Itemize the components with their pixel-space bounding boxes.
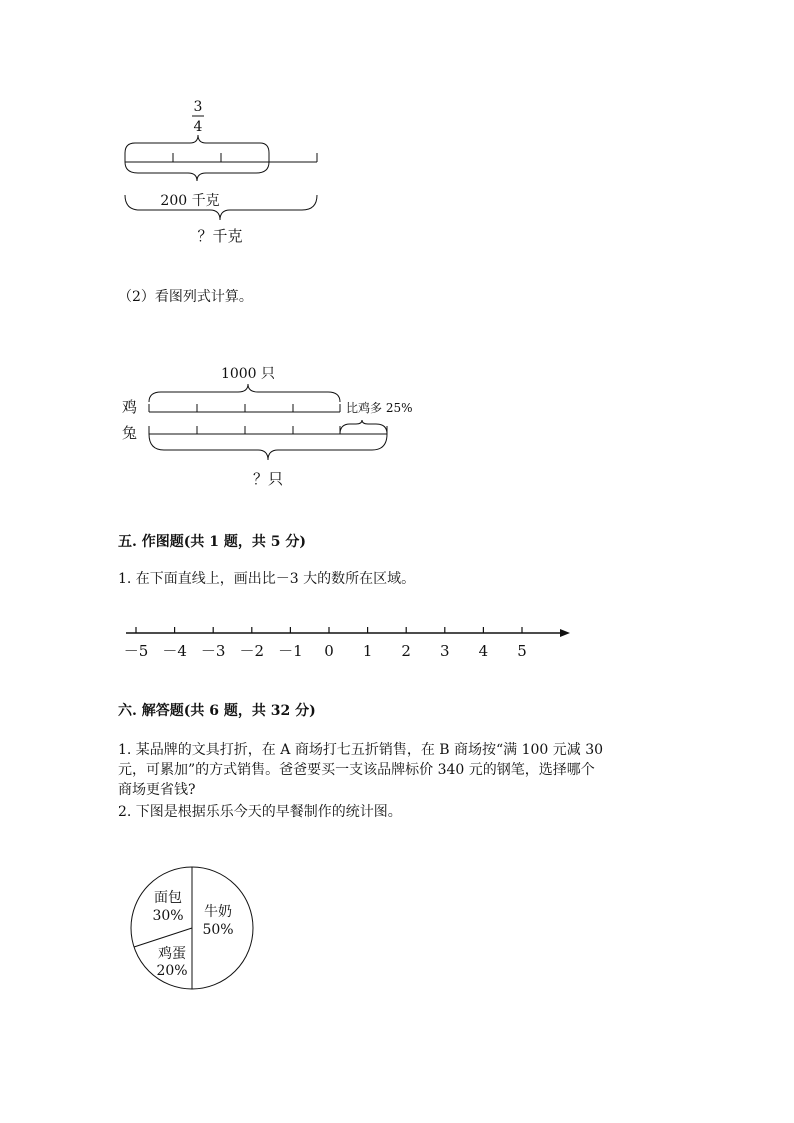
number-line-label: －4: [162, 642, 187, 660]
weight-bar-diagram: [110, 95, 340, 250]
pie-divider-diagonal: [134, 928, 192, 947]
pie-slice-percent-egg: 20%: [156, 963, 188, 979]
number-line: [118, 620, 578, 665]
fraction-denominator: 4: [193, 119, 203, 135]
top-label: 1000 只: [220, 366, 276, 382]
question-1-line-2: 元，可累加”的方式销售。爸爸要买一支该品牌标价 340 元的钢笔，选择哪个: [118, 762, 595, 778]
row1-label: 鸡: [122, 398, 138, 416]
bottom-brace: [149, 434, 387, 460]
pie-slice-label-egg: 鸡蛋: [158, 946, 186, 962]
extra-brace: [340, 420, 387, 434]
question-1-line-3: 商场更省钱?: [118, 782, 196, 798]
pie-slice-label-bread: 面包: [154, 890, 182, 906]
number-line-label: －1: [278, 642, 303, 660]
bottom-label: ？只: [252, 470, 284, 488]
section-5-question-1: 1. 在下面直线上，画出比－3 大的数所在区域。: [118, 571, 416, 587]
outer-bottom-brace: [125, 195, 317, 220]
number-line-label: 5: [517, 642, 527, 660]
fraction-numerator: 3: [193, 99, 203, 115]
question-1-line-1: 1. 某品牌的文具打折，在 A 商场打七五折销售，在 B 商场按“满 100 元减 30: [118, 742, 604, 758]
section-6-question-2: 2. 下图是根据乐乐今天的早餐制作的统计图。: [118, 804, 402, 820]
pie-slice-percent-milk: 50%: [202, 922, 234, 938]
section-6-question-1: [118, 740, 688, 800]
number-line-label: 1: [362, 642, 373, 660]
inner-label: 200 千克: [160, 193, 220, 209]
pie-slice-percent-bread: 30%: [152, 908, 184, 924]
question-2-prompt: （2）看图列式计算。: [118, 289, 253, 305]
number-line-label: －3: [200, 642, 226, 660]
breakfast-pie-chart: [128, 864, 258, 994]
pie-slice-label-milk: 牛奶: [204, 904, 232, 920]
chicken-rabbit-diagram: [118, 360, 438, 490]
top-brace: [149, 384, 340, 402]
number-line-label: 2: [401, 642, 411, 660]
number-line-label: 3: [440, 642, 450, 660]
number-line-label: 4: [478, 642, 489, 660]
section-5-heading: 五. 作图题(共 1 题，共 5 分): [118, 534, 306, 550]
number-line-label: 0: [324, 642, 334, 660]
inner-bottom-brace: [125, 162, 269, 181]
section-6-heading: 六. 解答题(共 6 题，共 32 分): [118, 703, 316, 719]
number-line-label: －2: [239, 642, 265, 660]
number-line-label: －5: [123, 642, 149, 660]
top-brace: [125, 135, 269, 153]
side-note: 比鸡多 25%: [346, 401, 413, 415]
row2-label: 兔: [122, 424, 138, 442]
arrow-head-icon: [560, 629, 570, 637]
outer-label: ？千克: [197, 227, 243, 245]
